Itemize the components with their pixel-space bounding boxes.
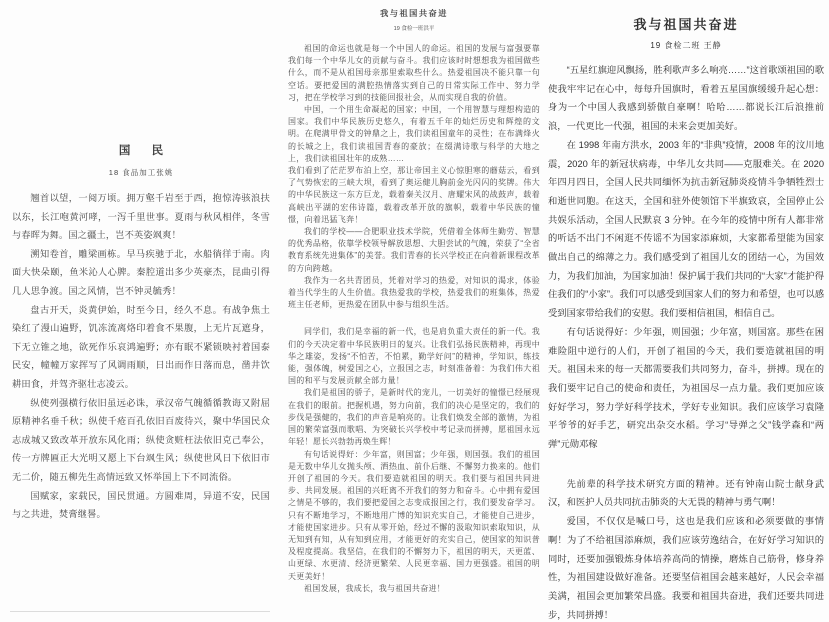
paragraph: 同学们，我们是幸福的新一代，也是肩负重大责任的新一代。我们的今天决定着中华民族明日的复兴。让我们弘扬民族精神，再现中华之雄姿，发扬“不怕苦，不怕累，勤学好问”的精神，学知识，练技能，强体魄，树爱国之心，立报国之志，时刻准备着：为我们伟大祖国的和平与发展贡献全部力量！ bbox=[288, 327, 540, 386]
essay-title: 国 民 bbox=[118, 145, 173, 157]
paragraph: 国赋家，家载民，国民贯通。方圆难周，异道不安，民国与之共进，焚膏继晷。 bbox=[12, 490, 270, 520]
essay-byline: 19 食检一班洪平 bbox=[393, 26, 435, 32]
paragraph: 溯知卷首，雕梁画栋。早马疾驰于北，水船徜徉于南。肉面大快朵颐，鱼米沁人心脾。秦腔道出多少英豪杰，昆曲引得几人思争渡。国之风情，岂不钟灵毓秀！ bbox=[12, 248, 270, 296]
paragraph: 我作为一名共青团员，凭着对学习的热爱，对知识的渴求，体验着当代学生的人生价值。我热爱我的学校，热爱我们的班集体，热爱班主任老师，更热爱在团队中参与组织生活。 bbox=[288, 275, 540, 310]
essay-body bbox=[288, 43, 540, 595]
paragraph: 我们的学校——合肥职业技术学院，凭借着全体师生勤劳、智慧的优秀品格，依靠学校领导解放思想、大胆尝试的气魄，荣获了“全省教育系统先进集体”的美誉。我们青春的长兴学校正在向着新课程改革的方向跨越。 bbox=[288, 227, 540, 273]
paragraph: 我们是祖国的骄子，是新时代的宠儿，一切美好的憧憬已经展现在我们的眼前。把握机遇，努力向前，我们的决心是坚定的，我们的步伐是强健的，我们的声音是响亮的。让我们焕发全部的激情，为祖国的繁荣富强而歌唱、为突破长兴学校中考记录而拼搏，愿祖国永远年轻！愿长兴勃勃再焕生辉！ bbox=[288, 388, 540, 447]
essay-byline: 18 食品加工张姚 bbox=[108, 168, 174, 177]
paragraph: 中国，一个用生命凝起的国家；中国，一个用智慧与理想构造的国家。我们中华民族历史悠久，有着五千年的灿烂历史和辉煌的文明。在爬满甲骨文的钟鼎之上，我们读祖国童年的灵性；在布满烽火的长城之上，我们读祖国青春的豪放；在缀满诗歌与科学的大地之上，我们读祖国壮年的成熟…… bbox=[288, 105, 540, 163]
paragraph: “五星红旗迎风飘扬，胜利歌声多么响亮……”这首歌颂祖国的歌使我牢牢记在心中，每每升国旗时，看着五星国旗缓缓升起心想：身为一个中国人我感到骄傲自豪啊！哈哈……都说长江后浪推前浪，一代更比一代强，祖国的未来会更加美好。 bbox=[548, 65, 824, 132]
essay-page-middle bbox=[288, 0, 540, 595]
paragraph: 翘首以望，一阅万顷。拥万壑千岩至于西，抱惊涛骇浪扶以东，长江咆黄河哮，一泻千里世事。夏雨与秋风相伴，冬雪与春晖为舞。国之疆土，岂不英姿飒爽！ bbox=[12, 193, 270, 241]
paragraph: 先前辈的科学技术研究方面的精神。还有钟南山院士献身武汉，和医护人员共同抗击肺炎的大无畏的精神与勇气啊！ bbox=[548, 478, 824, 508]
paragraph: 有句话说得好：少年富，则国富；少年强，则国强。我们的祖国是无数中华儿女抛头颅、洒热血、前仆后继、不懈努力换来的。他们开创了祖国的今天。我们要造就祖国的明天。我们要与祖国共同进步、共同发展。祖国的兴旺离不开我们的努力和奋斗。心中拥有爱国之情是不够的，我们要把爱国之志变成报国之行，我们要发奋学习。只有不断地学习，不断地用广博的知识充实自己，才能使自己进步，才能使国家进步。只有从零开始，经过不懈的汲取知识索取知识，从无知到有知，从有知到应用，才能更好的充实自己，使国家的知识普及程度提高。我坚信，在我们的不懈努力下，祖国的明天，天更蓝、山更绿、水更清、经济更繁荣、人民更幸福、国力更强盛。祖国的明天更美好！ bbox=[288, 449, 540, 581]
paragraph: 祖国的命运也就是每一个中国人的命运。祖国的发展与富强要靠我们每一个中华儿女的贡献与奋斗。我们应该时时想想我为祖国做些什么，而不是从祖国母亲那里索取些什么。热爱祖国决不能只靠一句空话。要把爱国的满腔热情落实到自己的日常实际工作中、努力学习，把在学校学习到的技能回报社会，从而实现自我的价值。 bbox=[288, 44, 540, 102]
essay-body bbox=[12, 189, 270, 524]
essay-title: 我与祖国共奋进 bbox=[380, 9, 448, 18]
paragraph: 祖国发展，我成长，我与祖国共奋进！ bbox=[304, 583, 446, 593]
essay-title: 我与祖国共奋进 bbox=[633, 17, 739, 32]
paragraph: 纵使列强横行依旧虽远必诛，承汉帝气魄循循教诲又附屈原精神名垂千秋；纵使千疮百孔依旧百废待兴，聚中华国民众志成城又致改革开放东风化雨；纵使贪赃枉法依旧克己奉公，传一方牌匾正大光明又愿上下台飒生风；纵使世风日下依旧市无二价，随五柳先生高情远致又怀举国上下不同流俗。 bbox=[12, 397, 270, 482]
paragraph: 我们看到了茫茫罗布泊上空，那让帝国主义心惊胆寒的蘑菇云，看到了气势恢宏的三峡大坝，看到了奥运健儿胸前金光闪闪的奖牌。伟大的中华民族这一东方巨龙，载着秦关汉月、唐耀宋风的战鼓声，载着高峡出平湖的宏伟诗篇，载着改革开放的旗帜，载着中华民族的憧憬，向着迅猛飞奔！ bbox=[288, 166, 540, 224]
essay-body bbox=[548, 61, 824, 622]
paragraph: 盘古开天，炎黄伊始，时至今日，经久不息。有战争焦土染红了漫山遍野，饥冻流离烙印着食不果腹，上无片瓦遮身，下无立锥之地，欲死作乐哀鸿遍野；亦有眠不紧锁映衬着国泰民安，幢幢万家挥写了风调雨顺，日出而作日落而息，凿井饮耕田食，并驾齐驱壮志凌云。 bbox=[12, 304, 270, 389]
paragraph: 在 1998 年南方洪水，2003 年的“非典”疫情，2008 年的汶川地震，2020 年的新冠状病毒，中华儿女共同——克服难关。在 2020 年四月四日，全国人民共同缅怀为抗击新冠肺炎疫情斗争牺牲烈士和逝世同胞。在这天，全国和驻外使领馆下半旗致哀，全国停止公共娱乐活动，全国人民默哀 3 分钟。在今年的疫情中所有人都非常的听话不出门不闲逛不传谣不为国家添麻烦，大家都希望能为国家做出自己的绵薄之力。我们感受到了祖国儿女的团结一心，为国效力，为我们加油，为国家加油！保护属于我们共同的“大家”才能护得住我们的“小家”。我们可以感受到国家人们的努力和希望，也可以感受到国家带给我们的安慰。我们要相信祖国，相信自己。 bbox=[548, 139, 824, 319]
essay-page-right bbox=[548, 0, 824, 622]
paragraph: 有句话说得好：少年强，则国强；少年富，则国富。那些在困难险阻中逆行的人们，开创了祖国的今天，我们要造就祖国的明天。祖国未来的每一天都需要我们共同努力，奋斗，拼搏。现在的我们要牢记自己的使命和责任，为祖国尽一点力量。我们更加应该好好学习，努力学好科学技术，学好专业知识。我们应该学习袁隆平爷爷的好手艺，研究出杂交水稻。学习“导弹之父”钱学森和“两弹”元勋邓稼 bbox=[548, 326, 824, 450]
page-bottom-edge bbox=[10, 611, 270, 612]
essay-byline: 19 食检二班 王静 bbox=[650, 41, 722, 50]
paragraph: 爱国，不仅仅是喊口号，这也是我们应该和必须要做的事情啊！为了不给祖国添麻烦，我们应该劳逸结合，在好好学习知识的同时，还要加强锻炼身体培养高尚的情操，磨炼自己筋骨，修身养性，为祖国建设做好准备。还要坚信祖国会越来越好，人民会幸福美满，祖国会更加繁荣昌盛。我要和祖国共奋进，我们还要共同进步，共同拼搏！ bbox=[548, 516, 824, 620]
essay-page-left bbox=[12, 0, 270, 524]
